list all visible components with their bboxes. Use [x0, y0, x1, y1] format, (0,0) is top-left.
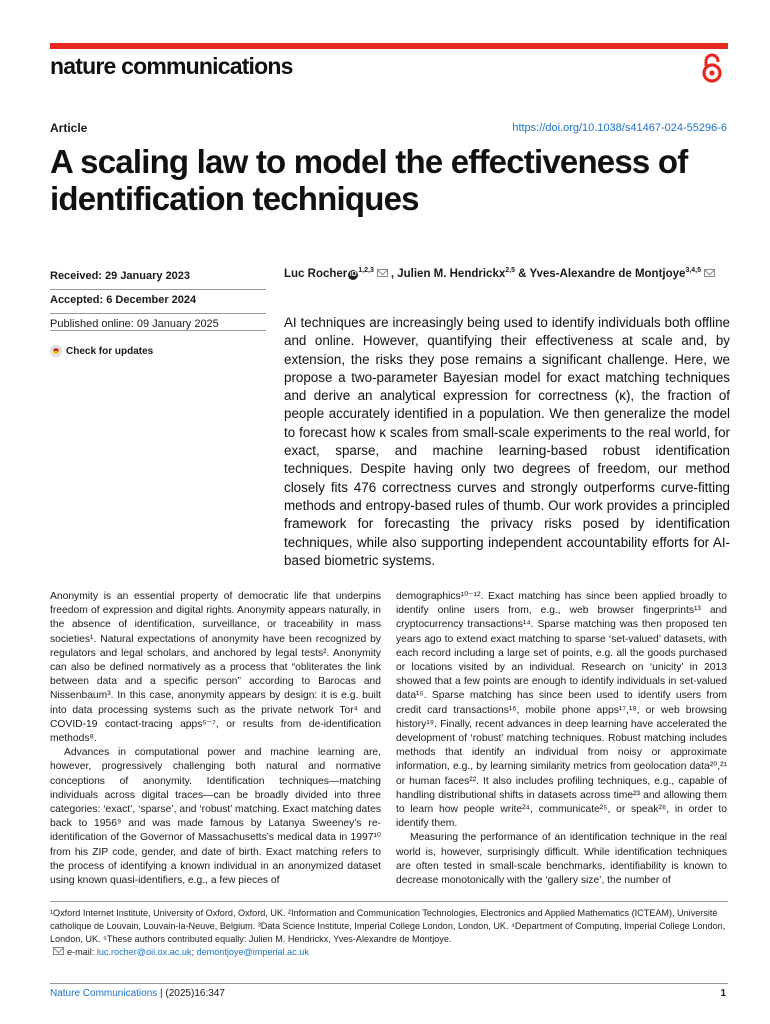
- author-affiliation: 1,2,3: [358, 267, 374, 274]
- journal-accent-bar: [50, 43, 728, 49]
- author-affiliation: 3,4,5: [685, 267, 702, 274]
- footer-journal-link[interactable]: Nature Communications: [50, 988, 158, 999]
- email-icon[interactable]: [377, 269, 388, 277]
- check-updates-icon: [50, 345, 62, 357]
- email-icon: [53, 947, 64, 955]
- email-label: e-mail:: [67, 947, 95, 957]
- author-name[interactable]: Yves-Alexandre de Montjoye: [529, 267, 686, 280]
- email-footnote: [50, 946, 730, 959]
- doi-link[interactable]: https://doi.org/10.1038/s41467-024-55296-6: [512, 122, 727, 134]
- footer-citation: [50, 988, 225, 999]
- page-number: 1: [720, 988, 726, 999]
- check-updates-label: Check for updates: [66, 345, 154, 357]
- body-paragraph: Anonymity is an essential property of democratic life that underpins freedom of expression and digital rights. Anonymity appears naturally, in the absence of identification, surveillance, or traceability in mass societies¹. Natural expectations of anonymity have been recognized by regulators and legal scholars, and anchored by legal tests². Anonymity can also be defined normatively as a process that “obliterates the link between data and a specific person” according to Barocas and Nissenbaum³. In this case, anonymity appears by design: it is e.g. built into data processing systems such as the private network Tor⁴ and COVID-19 contact-tracing apps⁵⁻⁷, or results from de-identification methods⁸.: [50, 591, 381, 745]
- body-column-right: [396, 590, 727, 888]
- footer-divider: [50, 983, 728, 984]
- journal-name: nature communications: [50, 53, 293, 79]
- author-name[interactable]: Luc Rocher: [284, 267, 348, 280]
- abstract: AI techniques are increasingly being used to identify individuals both offline and online. However, quantifying their effectiveness at scale and, by extension, the risks they pose remains a significant challenge. Here, we propose a two-parameter Bayesian model for exact matching techniques and derive an analytical expression for correctness (κ), the fraction of people accurately identified in a population. We then generalize the model to forecast how κ scales from small-scale experiments to the real world, for exact, sparse, and machine learning-based robust identification techniques. Despite having only two degrees of freedom, our method closely fits 476 correctness curves and strongly outperforms curve-fitting methods and entropy-based rules of thumb. Our work provides a principled framework for forecasting the privacy risks posed by identification techniques, while also supporting independent accountability efforts for AI-based biometric systems.: [284, 315, 730, 568]
- published-date: Published online: 09 January 2025: [50, 318, 266, 331]
- author-list: [284, 267, 730, 280]
- article-title: A scaling law to model the effectiveness of identification techniques: [50, 143, 688, 217]
- orcid-icon[interactable]: iD: [349, 270, 357, 278]
- footnote-divider: [50, 901, 728, 902]
- author-separator: &: [514, 267, 530, 280]
- body-paragraph: demographics¹⁰⁻¹². Exact matching has since been applied broadly to identify online users from, e.g., web browser fingerprints¹³ and cryptocurrency transactions¹⁴. Sparse matching was then proposed ten years ago to extend exact matching to sparse ‘set-valued’ datasets, with each record including a large set of points, e.g. all the goods purchased or locations visited by an individual. Research on ‘unicity’ in 2013 showed that a few points are enough to identify individuals in set-valued data¹⁵. Sparse matching has since been used to identify users from credit card transactions¹⁶, mobile phone apps¹⁷,¹⁸, or web browsing history¹⁹. Finally, recent advances in deep learning have accelerated the development of ‘robust’ matching techniques. Robust matching includes methods that identify an individual from noisy or approximate information, e.g., by learning similarity metrics from geolocation data²⁰,²¹ or human faces²². It also includes profiling techniques, e.g., capable of handling distributional shifts in datasets across time²³ and allowing them to learn how people write²⁴, communicate²⁵, or speak²⁶, in order to identify them.: [396, 591, 727, 830]
- accepted-date: Accepted: 6 December 2024: [50, 294, 266, 314]
- email-link[interactable]: luc.rocher@oii.ox.ac.uk: [96, 947, 192, 957]
- email-icon[interactable]: [704, 269, 715, 277]
- affiliations-footnote: ¹Oxford Internet Institute, University of Oxford, Oxford, UK. ²Information and Communication Technologies, Electronics and Applied Mathematics (ICTEAM), Université catholique de Louvain, Louvain-la-Neuve, Belgium. ³Data Science Institute, Imperial College London, London, UK. ⁴Department of Computing, Imperial College London, London, UK. ⁵These authors contributed equally: Julien M. Hendrickx, Yves-Alexandre de Montjoye.: [50, 908, 726, 944]
- email-link[interactable]: demontjoye@imperial.ac.uk: [196, 947, 309, 957]
- open-access-icon[interactable]: [700, 52, 724, 84]
- footnotes: [50, 907, 730, 959]
- body-column-left: [50, 590, 381, 888]
- article-type-label: Article: [50, 121, 88, 135]
- author-separator: ,: [390, 267, 398, 280]
- footer-volume: | (2025)16:347: [157, 988, 225, 999]
- body-paragraph: Advances in computational power and machine learning are, however, progressively challenging both natural and normative conceptions of anonymity. Identification techniques—matching individuals across digital traces—can be broadly divided into three categories: ‘exact’, ‘sparse’, and ‘robust’ matching. Exact matching dates back to 1956⁹ and was made famous by Latanya Sweeney’s re-identification of the Governor of Massachusetts’s medical data in 1997¹⁰ from his ZIP code, gender, and date of birth. Exact matching refers to the process of identifying a known individual in an anonymized dataset using known quasi-identifiers, e.g., a few pieces of: [50, 747, 381, 887]
- email-separator: ;: [191, 947, 197, 957]
- body-paragraph: Measuring the performance of an identification technique in the real world is, however, surprisingly difficult. While identification techniques are often tested in small-scale benchmarks, identifiability is known to decrease monotonically with the ‘gallery size’, the number of: [396, 832, 727, 887]
- author-name[interactable]: Julien M. Hendrickx: [397, 267, 506, 280]
- received-date: Received: 29 January 2023: [50, 270, 266, 290]
- check-for-updates-button[interactable]: [50, 345, 153, 357]
- author-affiliation: 2,5: [505, 267, 515, 274]
